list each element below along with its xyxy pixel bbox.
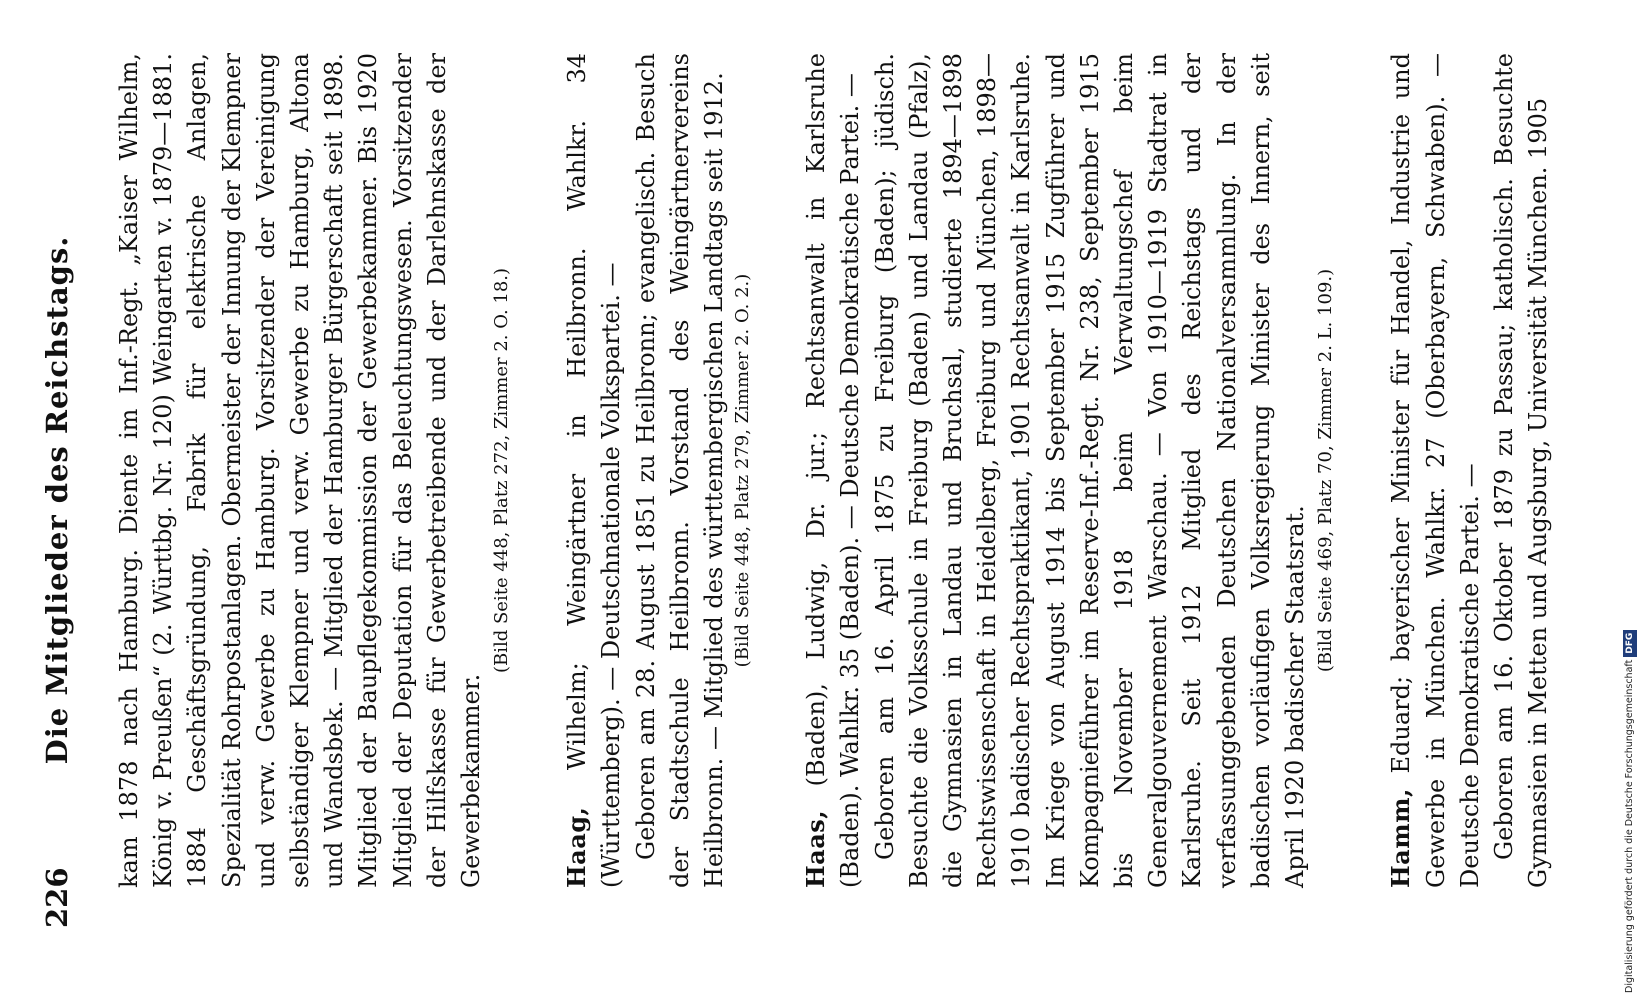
entry-heading bbox=[799, 53, 867, 888]
image-reference: (Bild Seite 469, Platz 70, Zimmer 2. L. 109.) bbox=[1315, 268, 1337, 673]
entry-heading bbox=[560, 53, 628, 888]
credit-text: Digitalisierung gefördert durch die Deutsche Forschungsgemeinschaft bbox=[1624, 659, 1635, 993]
member-name: Haag, bbox=[562, 806, 592, 888]
entry-biography: Geboren am 16. Oktober 1879 zu Passau; katholisch. Besuchte Gymnasien in Metten und Augsburg, Universität München. 1905 bbox=[1489, 53, 1553, 888]
entry-heading bbox=[1384, 53, 1487, 888]
entry-summary: Eduard; bayerischer Minister für Handel, Industrie und Gewerbe in München. Wahlkr. 27 (Oberbayern, Schwaben). — Deutsche Demokratische Partei. — bbox=[1387, 53, 1484, 888]
entry-summary: Wilhelm; Weingärtner in Heilbronn. Wahlkr. 34 (Württemberg). — Deutschnationale Volkspartei. — bbox=[563, 53, 626, 888]
member-entry-haas bbox=[799, 53, 1340, 888]
member-name: Haas, bbox=[801, 809, 831, 888]
continuation-text: kam 1878 nach Hamburg. Diente im Inf.-Regt. „Kaiser Wilhelm, König v. Preußen“ (2. Württbg. Nr. 120) Weingarten v. 1879—1881. 1884 Geschäftsgründung, Fabrik für elektrische Anlagen, Spezialität Rohrpostanlagen. Obermeister der Innung der Klempner und verw. Gewerbe zu Hamburg. Vorsitzender der Vereinigung selbständiger Klempner und verw. Gewerbe zu Hamburg, Altona und Wandsbek. — Mitglied der Hamburger Bürgerschaft seit 1898. Mitglied der Baupflegekommission der Gewerbekammer. Bis 1920 Mitglied der Deputation für das Beleuchtungswesen. Vorsitzender der Hilfskasse für Gewerbetreibende und der Darlehnskasse der Gewerbekammer. bbox=[115, 53, 486, 888]
entry-biography: Geboren am 28. August 1851 zu Heilbronn; evangelisch. Besuch der Stadtschule Heilbronn. Vorstand des Weingärtnervereins Heilbronn. — Mitglied des württembergischen Landtags seit 1912. bbox=[631, 53, 729, 888]
entry-summary: (Baden), Ludwig, Dr. jur.; Rechtsanwalt in Karlsruhe (Baden). Wahlkr. 35 (Baden). — Deutsche Demokratische Partei. — bbox=[802, 53, 865, 888]
page-header bbox=[40, 0, 80, 1000]
entry-biography: Geboren am 16. April 1875 zu Freiburg (Baden); jüdisch. Besuchte die Volksschule in Freiburg (Baden) und Landau (Pfalz), die Gymnasien in Landau und Bruchsal, studierte 1894—1898 Rechtswissenschaft in Heidelberg, Freiburg und München, 1898—1910 badischer Rechtspraktikant, 1901 Rechtsanwalt in Karlsruhe. Im Kriege von August 1914 bis September 1915 Zugführer und Kompagnieführer im Reserve-Inf.-Regt. Nr. 238, September 1915 bis November 1918 beim Verwaltungschef beim Generalgouvernement Warschau. — Von 1910—1919 Stadtrat in Karlsruhe. Seit 1912 Mitglied des Reichstags und der verfassunggebenden Deutschen Nationalversammlung. In der badischen vorläufigen Volksregierung Minister des Innern, seit April 1920 badischer Staatsrat. bbox=[870, 53, 1310, 888]
running-title: Die Mitglieder des Reichstags. bbox=[40, 235, 74, 765]
page-body bbox=[112, 53, 1555, 888]
page-number: 226 bbox=[40, 867, 74, 928]
dfg-logo: DFG bbox=[1623, 630, 1637, 657]
member-name: Hamm, bbox=[1386, 788, 1416, 888]
member-entry-hamm bbox=[1384, 53, 1555, 888]
image-reference: (Bild Seite 448, Platz 272, Zimmer 2. O. 18.) bbox=[491, 267, 513, 674]
continuation-entry bbox=[112, 53, 516, 888]
digitization-credit bbox=[1620, 8, 1640, 993]
member-entry-haag bbox=[560, 53, 755, 888]
image-reference: (Bild Seite 448, Platz 279, Zimmer 2. O. 2.) bbox=[732, 273, 754, 668]
